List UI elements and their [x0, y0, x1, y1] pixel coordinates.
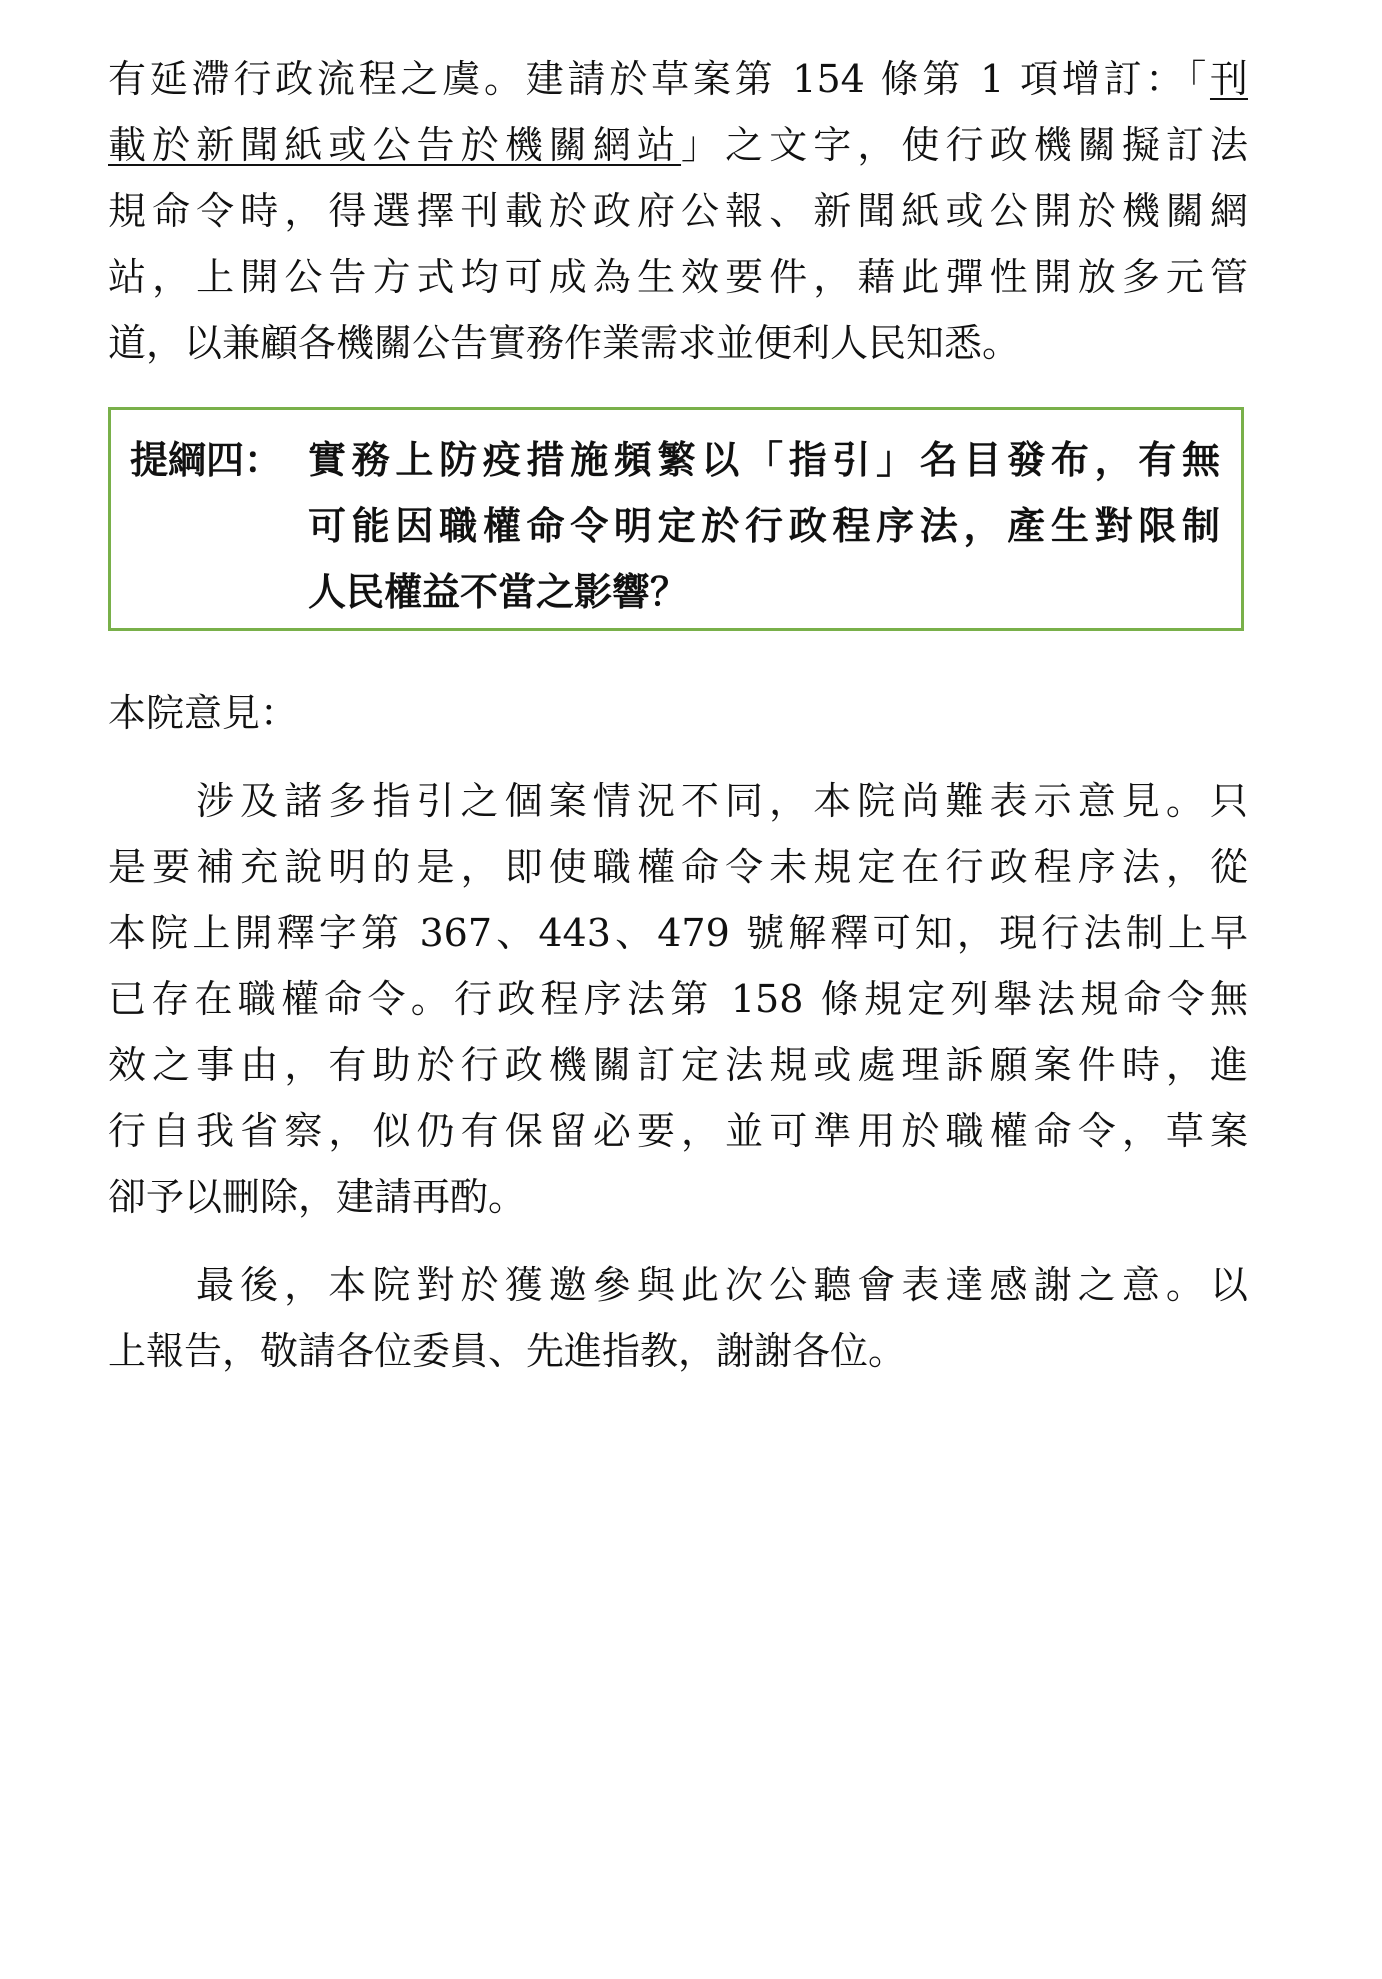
intro-underlined-text-start: 刊	[1209, 57, 1248, 101]
intro-line-2	[108, 122, 1248, 168]
opinion-line-4: 已存在職權命令。行政程序法第 158 條規定列舉法規命令無	[108, 977, 1248, 1021]
opinion-line-5: 效之事由，有助於行政機關訂定法規或處理訴願案件時，進	[108, 1043, 1248, 1087]
outline-four-line-2: 可能因職權命令明定於行政程序法，產生對限制	[308, 504, 1220, 548]
intro-line-3: 規命令時，得選擇刊載於政府公報、新聞紙或公開於機關網	[108, 189, 1248, 233]
intro-line-5: 道，以兼顧各機關公告實務作業需求並便利人民知悉。	[108, 321, 1021, 365]
outline-four-line-3: 人民權益不當之影響？	[308, 570, 689, 614]
intro-line-1-text: 有延滯行政流程之虞。建請於草案第 154 條第 1 項增訂：「	[108, 57, 1210, 101]
closing-line-1: 最後，本院對於獲邀參與此次公聽會表達感謝之意。以	[196, 1263, 1248, 1307]
opinion-line-6: 行自我省察，似仍有保留必要，並可準用於職權命令，草案	[108, 1109, 1248, 1153]
outline-four-label: 提綱四：	[130, 438, 283, 482]
intro-line-2-text: 」之文字，使行政機關擬訂法	[681, 123, 1248, 167]
opinion-heading: 本院意見：	[108, 691, 299, 735]
opinion-line-3: 本院上開釋字第 367、443、479 號解釋可知，現行法制上早	[108, 911, 1248, 955]
opinion-line-1: 涉及諸多指引之個案情況不同，本院尚難表示意見。只	[196, 779, 1248, 823]
intro-line-4: 站，上開公告方式均可成為生效要件，藉此彈性開放多元管	[108, 255, 1248, 299]
intro-underlined-text: 載於新聞紙或公告於機關網站	[108, 123, 682, 167]
opinion-line-7: 卻予以刪除，建請再酌。	[108, 1175, 527, 1219]
opinion-line-2: 是要補充說明的是，即使職權命令未規定在行政程序法，從	[108, 845, 1248, 889]
outline-four-line-1: 實務上防疫措施頻繁以「指引」名目發布，有無	[308, 438, 1220, 482]
intro-line-1	[108, 56, 1248, 102]
closing-line-2: 上報告，敬請各位委員、先進指教，謝謝各位。	[108, 1329, 907, 1373]
